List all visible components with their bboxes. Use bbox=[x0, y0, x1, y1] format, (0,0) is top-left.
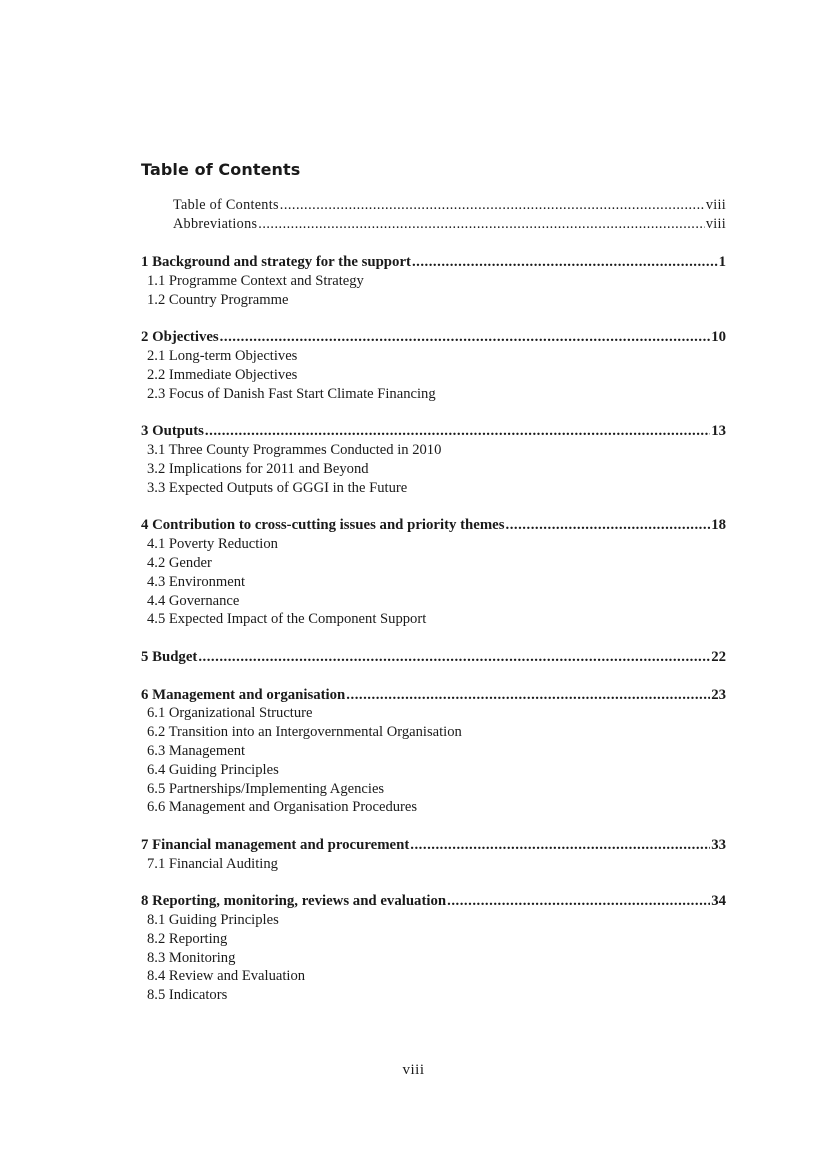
dot-leader bbox=[412, 253, 718, 272]
toc-title: Table of Contents bbox=[141, 160, 301, 179]
dot-leader bbox=[280, 196, 705, 215]
dot-leader bbox=[258, 215, 705, 234]
toc-entry-front-1[interactable] bbox=[141, 215, 726, 234]
toc-chapter-7[interactable] bbox=[141, 836, 726, 855]
spacer bbox=[141, 667, 726, 686]
toc-section[interactable]: 4.1 Poverty Reduction bbox=[147, 536, 278, 553]
toc-chapter-6[interactable] bbox=[141, 686, 726, 705]
spacer bbox=[141, 498, 726, 517]
page-number: viii bbox=[402, 1062, 425, 1078]
toc-chapter-label: 5 Budget bbox=[141, 648, 198, 665]
spacer bbox=[141, 404, 726, 423]
toc-chapter-5[interactable] bbox=[141, 648, 726, 667]
toc-section[interactable]: 4.2 Gender bbox=[147, 554, 212, 571]
toc-section[interactable]: 3.1 Three County Programmes Conducted in 2010 bbox=[147, 442, 442, 459]
toc-section[interactable]: 2.3 Focus of Danish Fast Start Climate Financing bbox=[147, 385, 436, 402]
spacer bbox=[141, 817, 726, 836]
toc-section[interactable]: 6.6 Management and Organisation Procedures bbox=[147, 799, 418, 816]
spacer bbox=[141, 629, 726, 648]
toc-entry-front-0[interactable] bbox=[141, 196, 726, 215]
toc-section[interactable]: 1.1 Programme Context and Strategy bbox=[147, 272, 364, 289]
toc-chapter-2[interactable] bbox=[141, 328, 726, 347]
toc-section[interactable]: 8.2 Reporting bbox=[147, 930, 228, 947]
dot-leader bbox=[410, 836, 710, 855]
toc-chapter-label: 2 Objectives bbox=[141, 329, 219, 346]
toc-chapter-label: 1 Background and strategy for the support bbox=[141, 254, 411, 271]
toc-section[interactable]: 6.4 Guiding Principles bbox=[147, 761, 279, 778]
toc-entry-label: Table of Contents bbox=[173, 197, 279, 213]
spacer bbox=[141, 233, 726, 253]
table-of-contents bbox=[141, 196, 726, 1005]
spacer bbox=[141, 873, 726, 892]
toc-chapter-page: 18 bbox=[711, 517, 726, 534]
dot-leader bbox=[506, 516, 711, 535]
toc-section[interactable]: 8.5 Indicators bbox=[147, 987, 228, 1004]
dot-leader bbox=[447, 892, 710, 911]
dot-leader bbox=[220, 328, 711, 347]
toc-entry-label: Abbreviations bbox=[173, 215, 258, 232]
toc-chapter-label: 7 Financial management and procurement bbox=[141, 836, 410, 853]
toc-section[interactable]: 4.3 Environment bbox=[147, 573, 246, 590]
toc-chapter-label: 4 Contribution to cross-cutting issues and priority themes bbox=[141, 517, 505, 534]
toc-section[interactable]: 8.3 Monitoring bbox=[147, 949, 236, 966]
toc-section[interactable]: 8.4 Review and Evaluation bbox=[147, 968, 306, 985]
toc-chapter-page: 22 bbox=[711, 648, 726, 665]
toc-section[interactable]: 6.2 Transition into an Intergovernmental Organisation bbox=[147, 724, 462, 741]
toc-section[interactable]: 8.1 Guiding Principles bbox=[147, 912, 279, 929]
toc-section[interactable]: 4.4 Governance bbox=[147, 592, 240, 609]
toc-chapter-page: 10 bbox=[711, 329, 726, 346]
toc-section[interactable]: 1.2 Country Programme bbox=[147, 291, 289, 308]
toc-section[interactable]: 3.2 Implications for 2011 and Beyond bbox=[147, 460, 369, 477]
spacer bbox=[141, 310, 726, 329]
dot-leader bbox=[198, 648, 710, 667]
toc-section[interactable]: 2.2 Immediate Objectives bbox=[147, 366, 298, 383]
toc-section[interactable]: 4.5 Expected Impact of the Component Support bbox=[147, 611, 427, 628]
toc-section[interactable]: 2.1 Long-term Objectives bbox=[147, 348, 298, 365]
toc-chapter-3[interactable] bbox=[141, 422, 726, 441]
toc-chapter-1[interactable] bbox=[141, 253, 726, 272]
toc-chapter-page: 23 bbox=[711, 686, 726, 703]
toc-section[interactable]: 6.1 Organizational Structure bbox=[147, 705, 313, 722]
dot-leader bbox=[205, 422, 710, 441]
toc-section[interactable]: 6.3 Management bbox=[147, 742, 246, 759]
toc-chapter-page: 13 bbox=[711, 423, 726, 440]
toc-section[interactable]: 3.3 Expected Outputs of GGGI in the Future bbox=[147, 479, 408, 496]
toc-entry-page: viii bbox=[705, 197, 726, 213]
toc-chapter-label: 8 Reporting, monitoring, reviews and evaluation bbox=[141, 893, 447, 910]
toc-section[interactable]: 7.1 Financial Auditing bbox=[147, 855, 278, 872]
toc-chapter-page: 34 bbox=[711, 893, 726, 910]
dot-leader bbox=[346, 686, 710, 705]
toc-chapter-label: 3 Outputs bbox=[141, 423, 204, 440]
toc-chapter-page: 1 bbox=[718, 254, 726, 271]
toc-section[interactable]: 6.5 Partnerships/Implementing Agencies bbox=[147, 780, 385, 797]
toc-chapter-8[interactable] bbox=[141, 892, 726, 911]
toc-chapter-4[interactable] bbox=[141, 516, 726, 535]
toc-chapter-label: 6 Management and organisation bbox=[141, 686, 346, 703]
toc-chapter-page: 33 bbox=[711, 836, 726, 853]
toc-entry-page: viii bbox=[705, 215, 726, 232]
